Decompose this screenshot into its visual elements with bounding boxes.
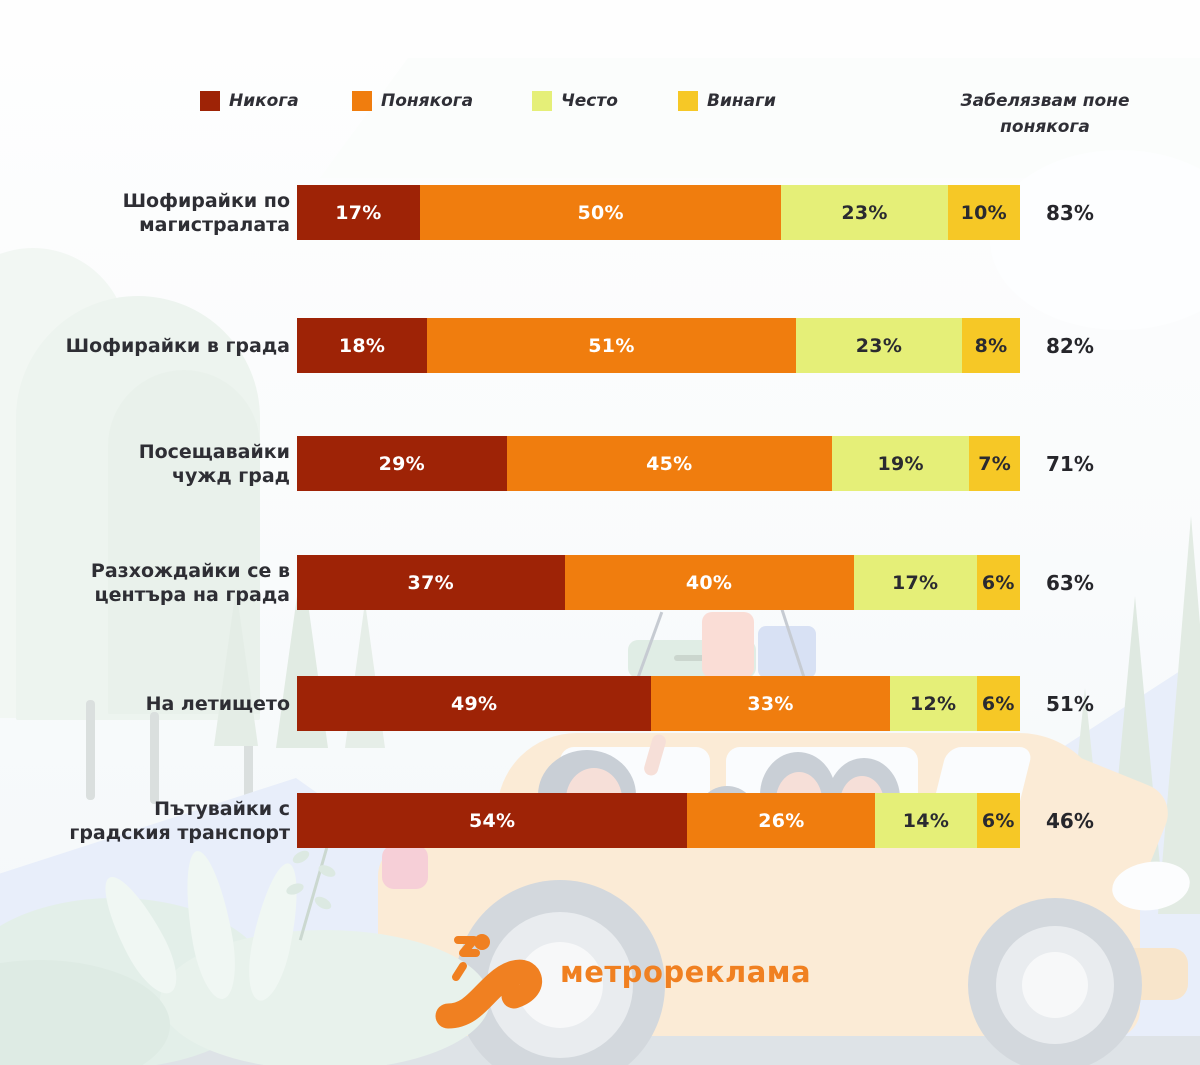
chart-row: [0, 555, 1200, 610]
bar-segment: 54%: [297, 793, 687, 848]
bar-segment: 18%: [297, 318, 427, 373]
stacked-bar: [297, 555, 1020, 610]
bar-segment: 33%: [651, 676, 890, 731]
bar-segment: 6%: [977, 676, 1020, 731]
bar-segment: 40%: [565, 555, 854, 610]
bar-segment: 17%: [297, 185, 420, 240]
legend-item-sometimes: [352, 90, 473, 112]
bar-segment: 6%: [977, 793, 1020, 848]
bar-segment: 49%: [297, 676, 651, 731]
chart-row: [0, 436, 1200, 491]
totals-header-line2: понякога: [1000, 117, 1090, 137]
bar-segment: 45%: [507, 436, 832, 491]
legend-label: Винаги: [707, 91, 776, 111]
stacked-bar: [297, 676, 1020, 731]
category-label: Посещавайки чужд град: [138, 440, 290, 487]
bar-segment: 26%: [687, 793, 875, 848]
category-label: Шофирайки по магистралата: [122, 189, 290, 236]
chart-row: [0, 793, 1200, 848]
row-total: 46%: [1046, 808, 1094, 833]
row-total: 63%: [1046, 570, 1094, 595]
stacked-bar: [297, 318, 1020, 373]
legend-label: Често: [561, 91, 618, 111]
row-total: 71%: [1046, 451, 1094, 476]
legend-swatch: [678, 91, 698, 111]
bar-segment: 23%: [781, 185, 947, 240]
bar-segment: 8%: [962, 318, 1020, 373]
category-label: Шофирайки в града: [65, 334, 290, 357]
row-total: 82%: [1046, 333, 1094, 358]
chart-row: [0, 185, 1200, 240]
bar-segment: 23%: [796, 318, 962, 373]
legend-label: Понякога: [381, 91, 474, 111]
row-total: 51%: [1046, 691, 1094, 716]
legend-swatch: [200, 91, 220, 111]
bar-segment: 12%: [890, 676, 977, 731]
stacked-bar: [297, 436, 1020, 491]
legend-item-often: [532, 90, 618, 112]
bar-segment: 37%: [297, 555, 565, 610]
bar-segment: 6%: [977, 555, 1020, 610]
legend-item-never: [200, 90, 299, 112]
metroreklama-logo: [430, 928, 811, 1030]
category-label: На летището: [145, 692, 290, 715]
stacked-bar: [297, 793, 1020, 848]
legend-swatch: [352, 91, 372, 111]
bar-segment: 50%: [420, 185, 782, 240]
bar-segment: 19%: [832, 436, 969, 491]
bar-segment: 14%: [875, 793, 976, 848]
legend-label: Никога: [229, 91, 299, 111]
totals-column-header: [925, 88, 1165, 140]
category-label: Пътувайки с градския транспорт: [69, 797, 290, 844]
category-label: Разхождайки се в центъра на града: [90, 559, 290, 606]
metroreklama-logo-icon: [430, 928, 550, 1030]
row-total: 83%: [1046, 200, 1094, 225]
bar-segment: 17%: [854, 555, 977, 610]
logo-wordmark: метрореклама: [560, 955, 812, 989]
legend-item-always: [678, 90, 776, 112]
bar-segment: 7%: [969, 436, 1020, 491]
bar-segment: 29%: [297, 436, 507, 491]
chart-row: [0, 676, 1200, 731]
bar-segment: 51%: [427, 318, 796, 373]
stacked-bar: [297, 185, 1020, 240]
chart-row: [0, 318, 1200, 373]
legend-swatch: [532, 91, 552, 111]
totals-header-line1: Забелязвам поне: [960, 91, 1130, 111]
bar-segment: 10%: [948, 185, 1020, 240]
